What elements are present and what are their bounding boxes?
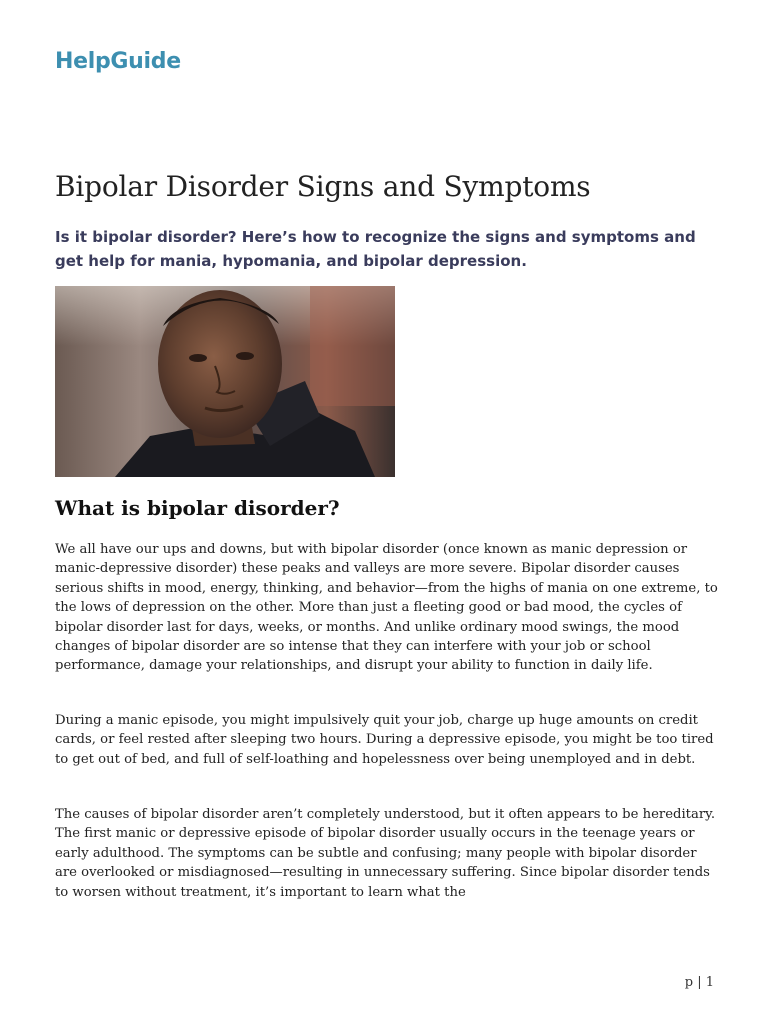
body-paragraph-3: The causes of bipolar disorder aren’t completely understood, but it often appears to be hereditary. The first manic or depressive episode of bipolar disorder usually occurs in the teenage years or early adulthood. The symptoms can be subtle and confusing; many people with bipolar disorder are overlooked or misdiagnosed—resulting in unnecessary suffering. Since bipolar disorder tends to worsen without treatment, it’s important to learn what the <box>55 807 716 900</box>
page-number: p | 1 <box>684 975 714 990</box>
body-paragraph-1: We all have our ups and downs, but with bipolar disorder (once known as manic depression or manic-depressive disorder) these peaks and valleys are more severe. Bipolar disorder causes serious shifts in mood, energy, thinking, and behavior—from the highs of mania on one extreme, to the lows of depression on the other. More than just a fleeting good or bad mood, the cycles of bipolar disorder last for days, weeks, or months. And unlike ordinary mood swings, the mood changes of bipolar disorder are so intense that they can interfere with your job or school performance, damage your relationships, and disrupt your ability to function in daily life. <box>55 542 718 674</box>
page-title: Bipolar Disorder Signs and Symptoms <box>55 170 591 203</box>
helpguide-logo[interactable]: HelpGuide <box>55 49 181 74</box>
body-paragraph-2: During a manic episode, you might impulsively quit your job, charge up huge amounts on credit cards, or feel rested after sleeping two hours. During a depressive episode, you might be too tired to get out of bed, and full of self-loathing and hopelessness over being unemployed and in debt. <box>55 713 714 767</box>
section-heading: What is bipolar disorder? <box>55 496 340 520</box>
article-subtitle: Is it bipolar disorder? Here’s how to recognize the signs and symptoms and get help for mania, hypomania, and bipolar depression. <box>55 228 696 270</box>
article-photo <box>55 286 395 477</box>
man-portrait-image <box>55 286 395 477</box>
